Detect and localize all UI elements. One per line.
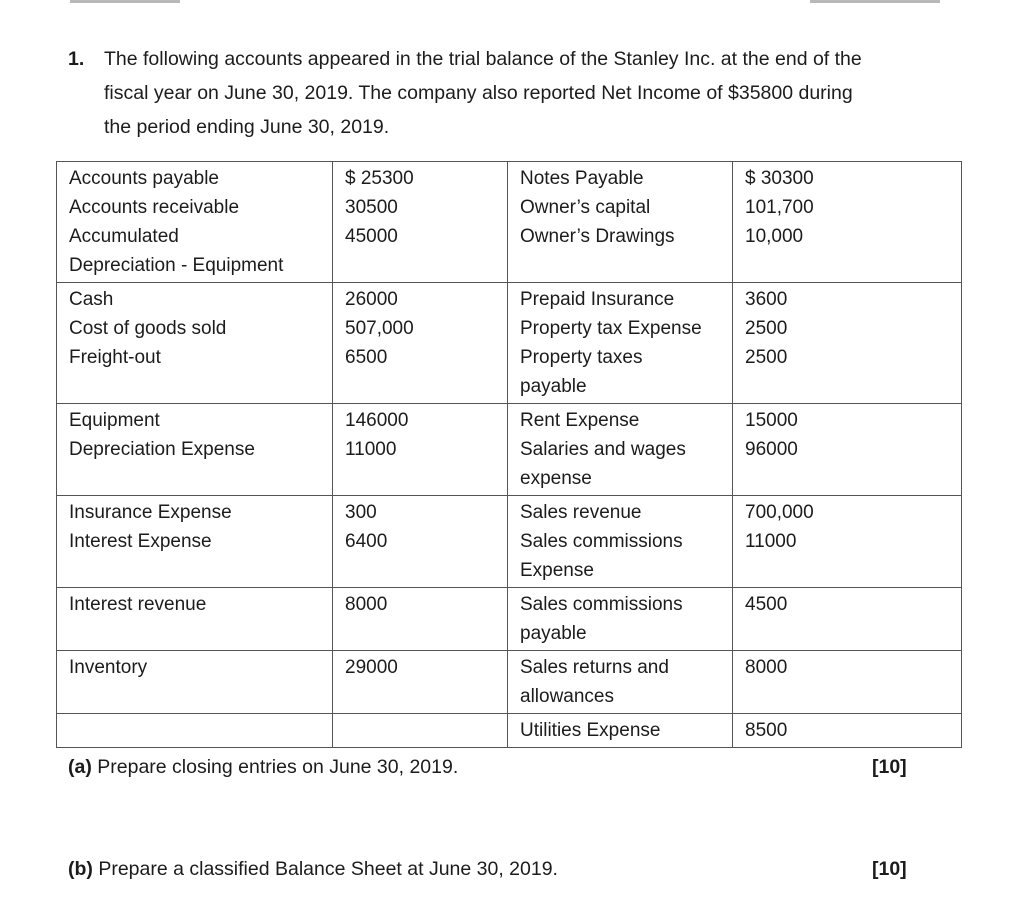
right-value-line: 101,700 [745,197,814,218]
table-row [57,651,962,714]
left-account-cell [57,651,333,714]
question-text [104,42,954,144]
right-account-line: Salaries and wages [520,439,686,460]
left-account-line: Insurance Expense [69,502,232,523]
trial-balance-table [56,161,962,748]
right-account-line: Property taxes [520,347,643,368]
right-value-line: 700,000 [745,502,814,523]
left-account-cell [57,404,333,496]
right-account-line: expense [520,468,592,489]
left-value-line: 8000 [345,594,388,615]
right-account-line: Utilities Expense [520,720,661,741]
right-account-line: Expense [520,560,594,581]
right-account-cell [508,162,733,283]
left-value-line: 26000 [345,289,398,310]
right-account-cell [508,496,733,588]
part-b-marks: [10] [872,858,907,880]
right-account-line: Sales commissions [520,531,683,552]
part-a-marks: [10] [872,756,907,778]
right-account-line: Notes Payable [520,168,644,189]
left-value-cell [333,496,508,588]
right-value-cell [733,714,962,748]
left-value-cell [333,404,508,496]
right-account-line: Sales returns and [520,657,669,678]
left-value-cell [333,714,508,748]
left-value-line: 11000 [345,439,397,460]
right-account-line: Sales revenue [520,502,642,523]
left-account-line: Equipment [69,410,160,431]
right-value-line: 3600 [745,289,788,310]
part-a-text: Prepare closing entries on June 30, 2019. [91,756,459,778]
right-account-line: Prepaid Insurance [520,289,675,310]
right-account-cell [508,283,733,404]
right-account-line: Owner’s capital [520,197,651,218]
right-value-line: 8000 [745,657,788,678]
left-value-line: 30500 [345,197,398,218]
left-account-line: Accounts payable [69,168,219,189]
header-fragment-left [70,0,180,3]
right-account-line: Rent Expense [520,410,640,431]
left-account-line: Depreciation - Equipment [69,255,284,276]
right-value-cell [733,496,962,588]
left-account-line: Inventory [69,657,148,678]
right-value-line: 11000 [745,531,797,552]
left-value-line: 6500 [345,347,388,368]
left-value-line: 29000 [345,657,398,678]
left-account-cell [57,162,333,283]
left-value-line: 146000 [345,410,409,431]
table-row [57,496,962,588]
right-value-line: $ 30300 [745,168,814,189]
right-account-line: allowances [520,686,614,707]
question-line-3: the period ending June 30, 2019. [104,116,390,138]
part-b-label: (b) [68,858,93,880]
right-value-cell [733,588,962,651]
part-a [68,756,458,779]
part-b [68,858,558,881]
trial-balance-body [57,162,962,748]
part-a-label: (a) [68,756,92,778]
question-line-2: fiscal year on June 30, 2019. The company also reported Net Income of $35800 during [104,82,853,104]
table-row [57,404,962,496]
left-value-line: 300 [345,502,377,523]
left-account-line: Interest revenue [69,594,207,615]
right-value-line: 8500 [745,720,788,741]
right-value-line: 15000 [745,410,798,431]
left-account-line: Freight-out [69,347,161,368]
question-line-1: The following accounts appeared in the trial balance of the Stanley Inc. at the end of the [104,48,862,70]
right-value-line: 2500 [745,347,788,368]
left-value-line: 6400 [345,531,388,552]
cropped-header-remnant [0,0,1024,6]
left-account-cell [57,283,333,404]
right-value-cell [733,162,962,283]
right-value-line: 2500 [745,318,788,339]
left-value-line: 507,000 [345,318,414,339]
right-account-cell [508,404,733,496]
question-number: 1. [68,48,85,70]
table-row [57,588,962,651]
right-account-line: Owner’s Drawings [520,226,675,247]
right-value-cell [733,651,962,714]
right-value-cell [733,283,962,404]
table-row [57,714,962,748]
left-account-line: Cash [69,289,114,310]
left-account-cell [57,588,333,651]
left-value-line: 45000 [345,226,398,247]
right-account-line: Property tax Expense [520,318,702,339]
right-account-line: payable [520,623,587,644]
left-account-line: Accounts receivable [69,197,240,218]
right-account-cell [508,651,733,714]
left-account-cell [57,714,333,748]
right-account-cell [508,588,733,651]
right-account-line: Sales commissions [520,594,683,615]
left-value-cell [333,162,508,283]
right-account-cell [508,714,733,748]
table-row [57,283,962,404]
table-row [57,162,962,283]
left-value-cell [333,588,508,651]
right-value-line: 4500 [745,594,788,615]
right-value-line: 10,000 [745,226,804,247]
right-value-cell [733,404,962,496]
left-account-line: Interest Expense [69,531,212,552]
left-account-cell [57,496,333,588]
left-account-line: Accumulated [69,226,179,247]
right-account-line: payable [520,376,587,397]
left-value-line: $ 25300 [345,168,414,189]
right-value-line: 96000 [745,439,798,460]
left-value-cell [333,283,508,404]
left-account-line: Cost of goods sold [69,318,227,339]
left-value-cell [333,651,508,714]
part-b-text: Prepare a classified Balance Sheet at June 30, 2019. [92,858,558,880]
left-account-line: Depreciation Expense [69,439,255,460]
header-fragment-right [810,0,940,3]
